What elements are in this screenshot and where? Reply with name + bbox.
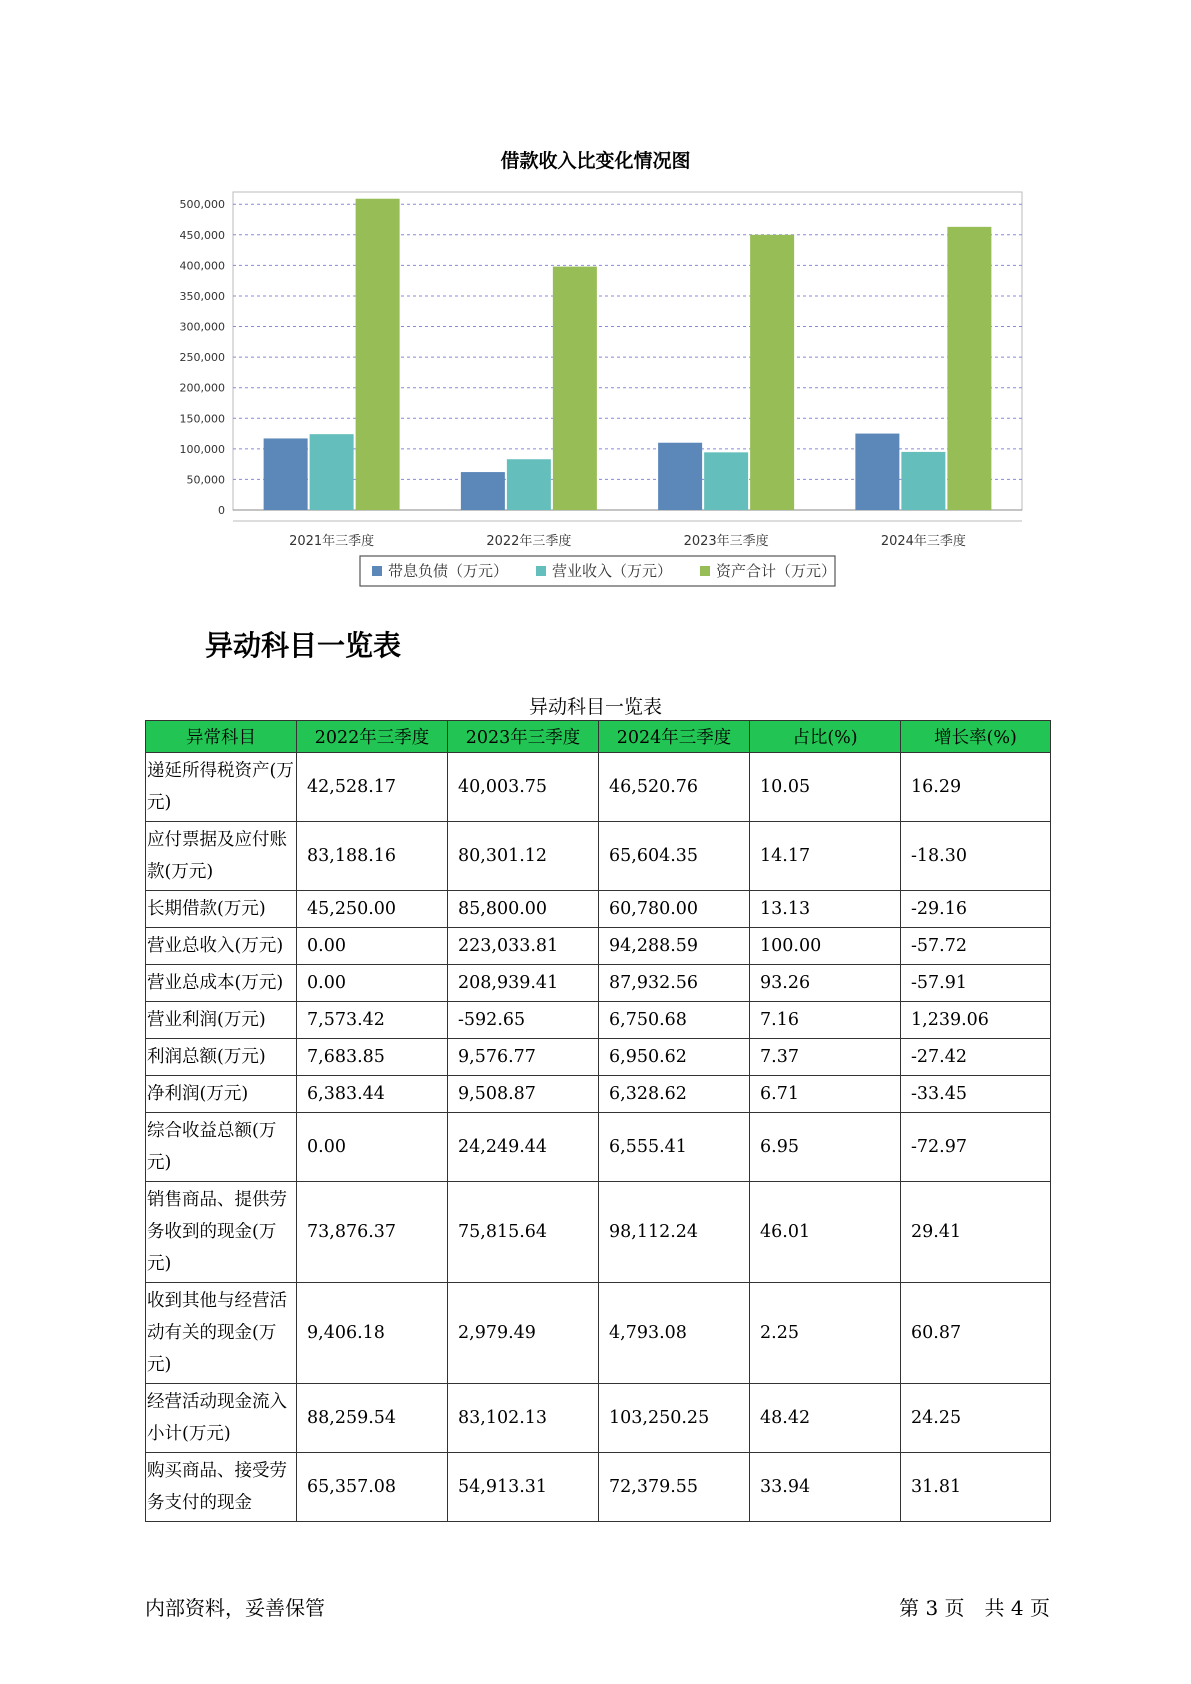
legend-label: 营业收入（万元） <box>552 562 673 580</box>
row-value-cell: 6,328.62 <box>599 1076 750 1113</box>
row-item-name: 销售商品、提供劳务收到的现金(万元) <box>146 1182 297 1283</box>
row-value-cell: 7.37 <box>750 1039 901 1076</box>
table-row <box>146 1453 1051 1522</box>
row-value-cell: 6,750.68 <box>599 1002 750 1039</box>
table-row <box>146 891 1051 928</box>
x-tick-label: 2024年三季度 <box>880 534 966 549</box>
x-tick-label: 2023年三季度 <box>683 534 769 549</box>
row-value-cell: -27.42 <box>901 1039 1051 1076</box>
bar-2-2 <box>507 459 551 510</box>
row-value-cell: 93.26 <box>750 965 901 1002</box>
legend-swatch <box>372 566 382 576</box>
y-tick-label: 450,000 <box>179 228 225 242</box>
legend-swatch <box>700 566 710 576</box>
row-value-cell: 7.16 <box>750 1002 901 1039</box>
row-value-cell: 98,112.24 <box>599 1182 750 1283</box>
row-value-cell: 9,406.18 <box>297 1283 448 1384</box>
x-tick-label: 2022年三季度 <box>486 534 572 549</box>
row-item-name: 购买商品、接受劳务支付的现金 <box>146 1453 297 1522</box>
table-header-cell: 异常科目 <box>146 721 297 753</box>
row-item-name: 收到其他与经营活动有关的现金(万元) <box>146 1283 297 1384</box>
bar-1-2 <box>461 472 505 510</box>
row-value-cell: 0.00 <box>297 965 448 1002</box>
row-value-cell: 16.29 <box>901 753 1051 822</box>
table-header-cell: 增长率(%) <box>901 721 1051 753</box>
bar-2-4 <box>901 452 945 510</box>
row-value-cell: 46,520.76 <box>599 753 750 822</box>
row-value-cell: 87,932.56 <box>599 965 750 1002</box>
row-item-name: 长期借款(万元) <box>146 891 297 928</box>
legend-swatch <box>536 566 546 576</box>
bar-2-3 <box>704 452 748 510</box>
row-value-cell: -33.45 <box>901 1076 1051 1113</box>
legend-label: 带息负债（万元） <box>388 562 509 580</box>
row-value-cell: 9,576.77 <box>448 1039 599 1076</box>
footer-page-number: 第 3 页 共 4 页 <box>899 1596 1050 1620</box>
row-value-cell: 65,604.35 <box>599 822 750 891</box>
bar-1-1 <box>264 438 308 510</box>
row-value-cell: -29.16 <box>901 891 1051 928</box>
row-value-cell: 45,250.00 <box>297 891 448 928</box>
row-value-cell: 54,913.31 <box>448 1453 599 1522</box>
row-value-cell: 40,003.75 <box>448 753 599 822</box>
table-row <box>146 1182 1051 1283</box>
row-value-cell: 7,683.85 <box>297 1039 448 1076</box>
row-value-cell: -18.30 <box>901 822 1051 891</box>
y-tick-label: 50,000 <box>186 473 225 487</box>
abnormal-items-table <box>145 720 1051 1522</box>
row-value-cell: 33.94 <box>750 1453 901 1522</box>
table-row <box>146 1039 1051 1076</box>
table-row <box>146 822 1051 891</box>
row-value-cell: 24,249.44 <box>448 1113 599 1182</box>
row-value-cell: 103,250.25 <box>599 1384 750 1453</box>
row-value-cell: 48.42 <box>750 1384 901 1453</box>
row-value-cell: 6,555.41 <box>599 1113 750 1182</box>
row-value-cell: 46.01 <box>750 1182 901 1283</box>
y-tick-label: 300,000 <box>179 320 225 334</box>
bar-3-2 <box>553 267 597 510</box>
legend-label: 资产合计（万元） <box>716 562 837 580</box>
table-row <box>146 1384 1051 1453</box>
y-tick-label: 350,000 <box>179 289 225 303</box>
y-tick-label: 250,000 <box>179 351 225 365</box>
row-value-cell: 85,800.00 <box>448 891 599 928</box>
y-tick-label: 200,000 <box>179 381 225 395</box>
row-item-name: 应付票据及应付账款(万元) <box>146 822 297 891</box>
chart-title: 借款收入比变化情况图 <box>500 150 691 172</box>
bar-3-4 <box>947 227 991 510</box>
table-header-cell: 2023年三季度 <box>448 721 599 753</box>
row-item-name: 净利润(万元) <box>146 1076 297 1113</box>
row-value-cell: 29.41 <box>901 1182 1051 1283</box>
row-value-cell: 73,876.37 <box>297 1182 448 1283</box>
bar-1-3 <box>658 443 702 510</box>
row-value-cell: -592.65 <box>448 1002 599 1039</box>
table-header-cell: 2022年三季度 <box>297 721 448 753</box>
row-value-cell: -57.91 <box>901 965 1051 1002</box>
row-value-cell: 4,793.08 <box>599 1283 750 1384</box>
row-item-name: 递延所得税资产(万元) <box>146 753 297 822</box>
row-value-cell: 88,259.54 <box>297 1384 448 1453</box>
row-value-cell: 9,508.87 <box>448 1076 599 1113</box>
row-item-name: 利润总额(万元) <box>146 1039 297 1076</box>
row-value-cell: 31.81 <box>901 1453 1051 1522</box>
row-item-name: 营业利润(万元) <box>146 1002 297 1039</box>
row-value-cell: 60,780.00 <box>599 891 750 928</box>
y-tick-label: 400,000 <box>179 259 225 273</box>
section-heading: 异动科目一览表 <box>205 629 402 662</box>
row-value-cell: 208,939.41 <box>448 965 599 1002</box>
row-value-cell: 0.00 <box>297 1113 448 1182</box>
row-value-cell: 0.00 <box>297 928 448 965</box>
row-value-cell: 10.05 <box>750 753 901 822</box>
y-tick-label: 0 <box>218 504 225 517</box>
y-tick-label: 500,000 <box>179 198 225 212</box>
bar-3-1 <box>356 199 400 510</box>
row-value-cell: -72.97 <box>901 1113 1051 1182</box>
row-value-cell: 2,979.49 <box>448 1283 599 1384</box>
table-header-cell: 2024年三季度 <box>599 721 750 753</box>
row-value-cell: 6,950.62 <box>599 1039 750 1076</box>
table-row <box>146 928 1051 965</box>
table-row <box>146 965 1051 1002</box>
table-row <box>146 1076 1051 1113</box>
table-caption: 异动科目一览表 <box>528 696 662 718</box>
table-row <box>146 1113 1051 1182</box>
table-header-cell: 占比(%) <box>750 721 901 753</box>
row-value-cell: -57.72 <box>901 928 1051 965</box>
row-value-cell: 7,573.42 <box>297 1002 448 1039</box>
row-value-cell: 72,379.55 <box>599 1453 750 1522</box>
row-value-cell: 6.71 <box>750 1076 901 1113</box>
bar-2-1 <box>310 434 354 510</box>
table-header-row <box>146 721 1051 753</box>
row-value-cell: 80,301.12 <box>448 822 599 891</box>
table-row <box>146 1002 1051 1039</box>
row-value-cell: 42,528.17 <box>297 753 448 822</box>
loan-revenue-ratio-chart <box>0 0 1191 600</box>
row-value-cell: 65,357.08 <box>297 1453 448 1522</box>
footer-confidential-note: 内部资料，妥善保管 <box>145 1596 325 1620</box>
row-value-cell: 60.87 <box>901 1283 1051 1384</box>
y-tick-label: 150,000 <box>179 412 225 426</box>
row-value-cell: 24.25 <box>901 1384 1051 1453</box>
y-tick-label: 100,000 <box>179 442 225 456</box>
table-row <box>146 753 1051 822</box>
row-value-cell: 6,383.44 <box>297 1076 448 1113</box>
row-value-cell: 75,815.64 <box>448 1182 599 1283</box>
row-item-name: 经营活动现金流入小计(万元) <box>146 1384 297 1453</box>
row-value-cell: 83,188.16 <box>297 822 448 891</box>
row-value-cell: 14.17 <box>750 822 901 891</box>
row-value-cell: 6.95 <box>750 1113 901 1182</box>
bar-1-4 <box>855 434 899 510</box>
bar-3-3 <box>750 235 794 510</box>
row-item-name: 营业总收入(万元) <box>146 928 297 965</box>
row-value-cell: 94,288.59 <box>599 928 750 965</box>
row-value-cell: 13.13 <box>750 891 901 928</box>
row-item-name: 综合收益总额(万元) <box>146 1113 297 1182</box>
x-tick-label: 2021年三季度 <box>289 534 375 549</box>
table-row <box>146 1283 1051 1384</box>
row-value-cell: 100.00 <box>750 928 901 965</box>
row-value-cell: 2.25 <box>750 1283 901 1384</box>
row-value-cell: 1,239.06 <box>901 1002 1051 1039</box>
row-item-name: 营业总成本(万元) <box>146 965 297 1002</box>
row-value-cell: 83,102.13 <box>448 1384 599 1453</box>
row-value-cell: 223,033.81 <box>448 928 599 965</box>
